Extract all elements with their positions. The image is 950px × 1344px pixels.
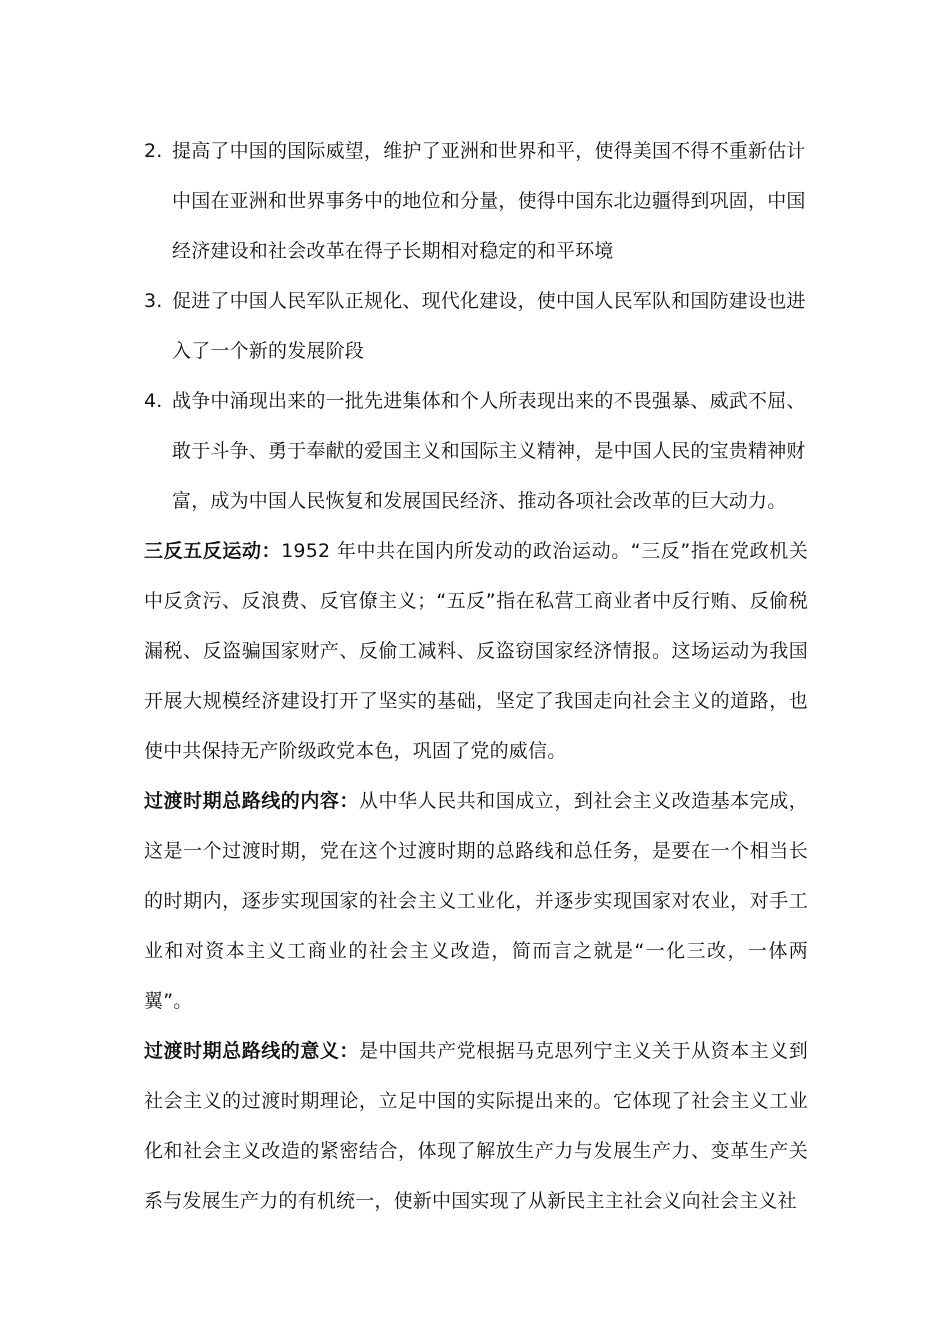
list-text: 提高了中国的国际威望，维护了亚洲和世界和平，使得美国不得不重新估计中国在亚洲和世界事务中的地位和分量，使得中国东北边疆得到巩固，中国经济建设和社会改革在得子长期相对稳定的和平环境	[172, 140, 806, 262]
term-heading: 三反五反运动：	[144, 540, 282, 562]
list-item-2	[144, 126, 808, 276]
paragraph-general-line-significance	[144, 1026, 808, 1226]
paragraph-general-line-content	[144, 776, 808, 1026]
list-item-4	[144, 376, 808, 526]
term-heading: 过渡时期总路线的意义：	[144, 1040, 359, 1062]
list-item-3	[144, 276, 808, 376]
document-body	[144, 126, 808, 1226]
paragraph-sanfan-wufan	[144, 526, 808, 776]
paragraph-text: 是中国共产党根据马克思列宁主义关于从资本主义到社会主义的过渡时期理论，立足中国的实际提出来的。它体现了社会主义工业化和社会主义改造的紧密结合，体现了解放生产力与发展生产力、变革生产关系与发展生产力的有机统一，使新中国实现了从新民主主社会义向社会主义社	[144, 1040, 808, 1212]
list-number: 3.	[144, 290, 163, 312]
paragraph-text: 从中华人民共和国成立，到社会主义改造基本完成，这是一个过渡时期，党在这个过渡时期的总路线和总任务，是要在一个相当长的时期内，逐步实现国家的社会主义工业化，并逐步实现国家对农业，对手工业和对资本主义工商业的社会主义改造，简而言之就是“一化三改，一体两翼”。	[144, 790, 808, 1012]
list-text: 促进了中国人民军队正规化、现代化建设，使中国人民军队和国防建设也进入了一个新的发展阶段	[172, 290, 806, 362]
list-number: 4.	[144, 390, 163, 412]
term-heading: 过渡时期总路线的内容：	[144, 790, 359, 812]
list-number: 2.	[144, 140, 163, 162]
list-text: 战争中涌现出来的一批先进集体和个人所表现出来的不畏强暴、威武不屈、敢于斗争、勇于奉献的爱国主义和国际主义精神，是中国人民的宝贵精神财富，成为中国人民恢复和发展国民经济、推动各项社会改革的巨大动力。	[172, 390, 806, 512]
paragraph-text: 1952 年中共在国内所发动的政治运动。“三反”指在党政机关中反贪污、反浪费、反官僚主义；“五反”指在私营工商业者中反行贿、反偷税漏税、反盗骗国家财产、反偷工减料、反盗窃国家经济情报。这场运动为我国开展大规模经济建设打开了坚实的基础，坚定了我国走向社会主义的道路，也使中共保持无产阶级政党本色，巩固了党的威信。	[144, 540, 808, 762]
